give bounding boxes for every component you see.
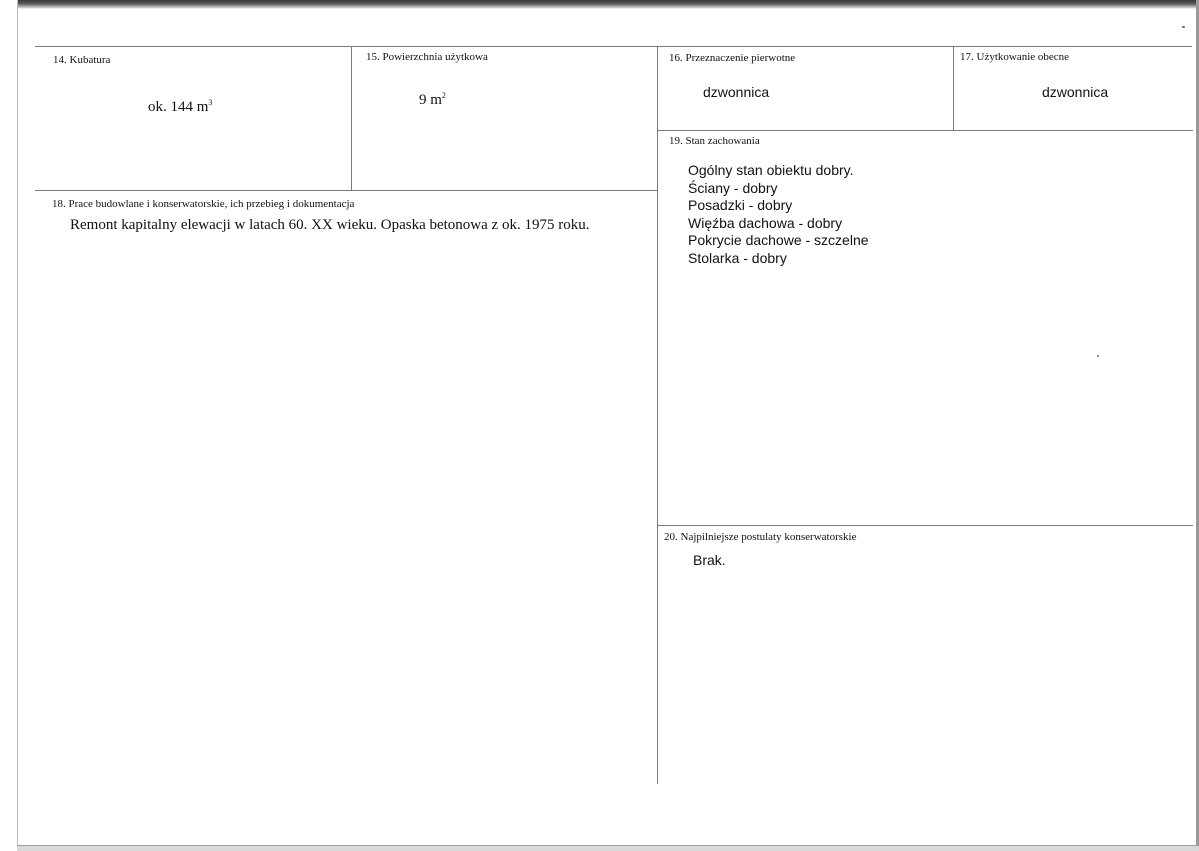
field-value-prace: Remont kapitalny elewacji w latach 60. XX wieku. Opaska betonowa z ok. 1975 roku.	[70, 217, 590, 233]
field-label-stan: 19. Stan zachowania	[669, 135, 760, 147]
field-value-stan	[688, 162, 869, 267]
field-value-uzytkowanie: dzwonnica	[1042, 84, 1109, 100]
field-value-kubatura: ok. 144 $m^3$	[148, 98, 213, 115]
field-label-prace: 18. Prace budowlane i konserwatorskie, ich przebieg i dokumentacja	[52, 198, 355, 210]
field-value-postulaty: Brak.	[693, 552, 726, 568]
scan-speck	[1097, 355, 1099, 357]
field-label-przeznaczenie: 16. Przeznaczenie pierwotne	[669, 52, 796, 64]
field-label-uzytkowanie: 17. Użytkowanie obecne	[960, 51, 1070, 63]
stan-line: Posadzki - dobry	[688, 197, 793, 213]
field-value-powierzchnia: 9 $m^2$	[419, 91, 446, 108]
field-value-przeznaczenie: dzwonnica	[703, 84, 770, 100]
stan-line: Ogólny stan obiektu dobry.	[688, 162, 854, 178]
scan-top-edge	[0, 0, 1199, 9]
scan-left-edge	[0, 0, 18, 851]
rule-above-18	[35, 190, 657, 191]
scan-bottom-edge	[17, 846, 1199, 851]
divider-main-column	[657, 46, 658, 784]
field-label-kubatura: 14. Kubatura	[53, 54, 111, 66]
stan-line: Pokrycie dachowe - szczelne	[688, 232, 869, 248]
stan-line: Ściany - dobry	[688, 179, 778, 196]
field-label-powierzchnia: 15. Powierzchnia użytkowa	[366, 51, 488, 63]
stan-line: Stolarka - dobry	[688, 249, 787, 266]
rule-above-19	[657, 130, 1193, 131]
divider-16-17	[953, 46, 954, 130]
scan-speck	[1182, 26, 1185, 28]
divider-14-15	[351, 46, 352, 190]
field-label-postulaty: 20. Najpilniejsze postulaty konserwatorskie	[664, 531, 857, 543]
form-top-rule	[35, 46, 1192, 47]
rule-above-20	[657, 525, 1193, 526]
stan-line: Więźba dachowa - dobry	[688, 214, 843, 231]
